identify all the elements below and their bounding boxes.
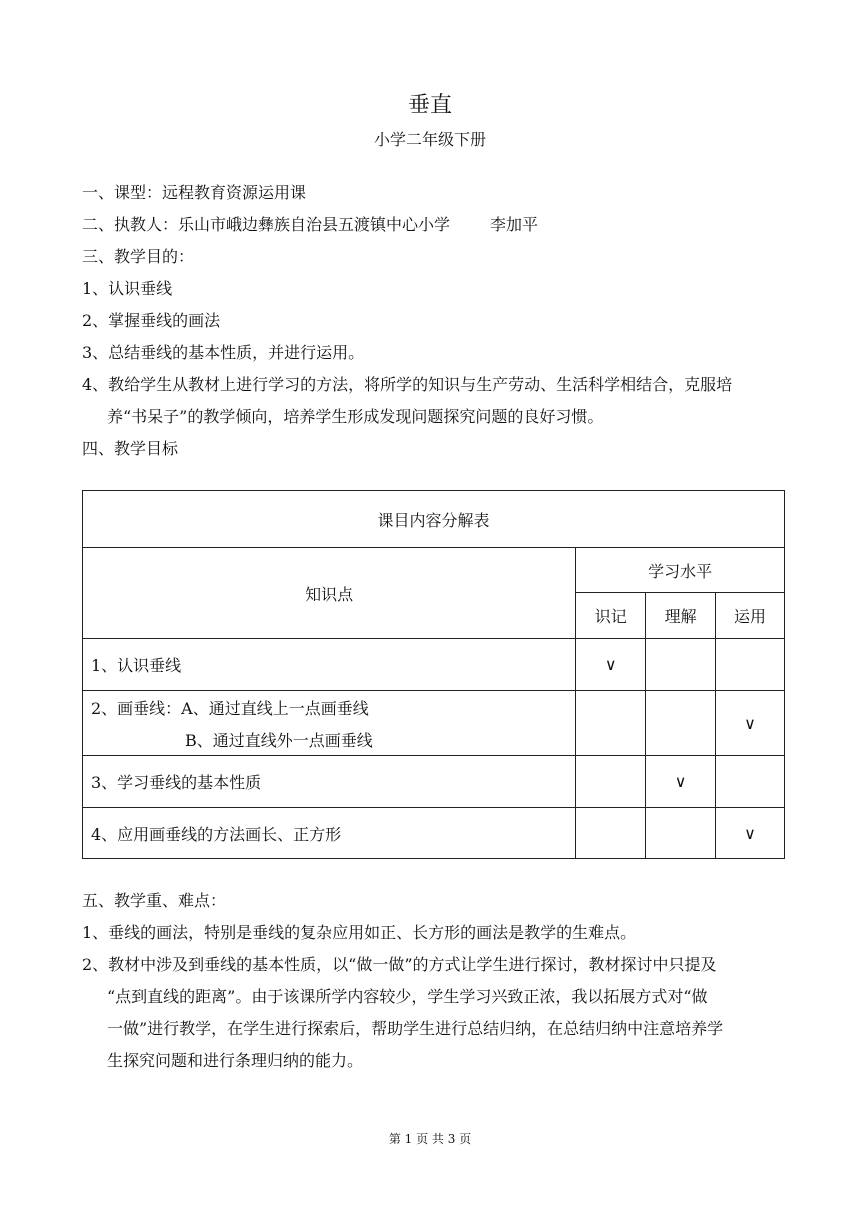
document-subtitle: 小学二年级下册 bbox=[373, 130, 486, 149]
check-mark bbox=[646, 691, 716, 756]
table-row bbox=[83, 691, 785, 756]
goal-item-1: 1、认识垂线 bbox=[82, 279, 173, 298]
section-difficulties-heading: 五、教学重、难点： bbox=[82, 891, 227, 910]
check-mark bbox=[716, 639, 785, 691]
row-knowledge-line2: B、通过直线外一点画垂线 bbox=[185, 730, 373, 750]
row-knowledge-text bbox=[83, 691, 576, 756]
goal-item-4-line2: 养“书呆子”的教学倾向，培养学生形成发现问题探究问题的良好习惯。 bbox=[107, 407, 604, 426]
difficulty-item-2-line4: 生探究问题和进行条理归纳的能力。 bbox=[107, 1051, 364, 1070]
check-mark: ∨ bbox=[716, 808, 785, 859]
section-purpose-heading: 三、教学目的： bbox=[82, 247, 195, 266]
difficulty-item-2-line3: 一做”进行教学，在学生进行探索后，帮助学生进行总结归纳，在总结归纳中注意培养学 bbox=[107, 1019, 724, 1038]
header-apply: 运用 bbox=[716, 593, 785, 639]
row-knowledge-text: 3、学习垂线的基本性质 bbox=[83, 756, 576, 808]
check-mark bbox=[576, 756, 646, 808]
table-caption: 课目内容分解表 bbox=[83, 491, 785, 548]
section-course-type: 一、课型：远程教育资源运用课 bbox=[82, 183, 307, 202]
difficulty-item-2-line2: “点到直线的距离”。由于该课所学内容较少，学生学习兴致正浓，我以拓展方式对“做 bbox=[107, 987, 708, 1006]
teacher-school: 二、执教人：乐山市峨边彝族自治县五渡镇中心小学 bbox=[82, 215, 451, 234]
table-row bbox=[83, 756, 785, 808]
check-mark bbox=[576, 691, 646, 756]
section-teacher bbox=[82, 214, 538, 236]
difficulty-item-2-line1: 2、教材中涉及到垂线的基本性质，以“做一做”的方式让学生进行探讨，教材探讨中只提及 bbox=[82, 955, 717, 974]
check-mark bbox=[576, 808, 646, 859]
row-knowledge-text: 1、认识垂线 bbox=[83, 639, 576, 691]
check-mark bbox=[646, 639, 716, 691]
row-knowledge-text: 4、应用画垂线的方法画长、正方形 bbox=[83, 808, 576, 859]
header-knowledge-point: 知识点 bbox=[83, 548, 576, 639]
header-memorize: 识记 bbox=[576, 593, 646, 639]
teacher-name: 李加平 bbox=[490, 215, 539, 234]
section-objectives-heading: 四、教学目标 bbox=[82, 439, 179, 458]
goal-item-2: 2、掌握垂线的画法 bbox=[82, 311, 221, 330]
difficulty-item-1: 1、垂线的画法，特别是垂线的复杂应用如正、长方形的画法是教学的生难点。 bbox=[82, 923, 637, 942]
check-mark bbox=[716, 756, 785, 808]
header-understand: 理解 bbox=[646, 593, 716, 639]
goal-item-4-line1: 4、教给学生从教材上进行学习的方法，将所学的知识与生产劳动、生活科学相结合，克服培 bbox=[82, 375, 733, 394]
row-knowledge-line1: 2、画垂线：A、通过直线上一点画垂线 bbox=[91, 698, 369, 718]
table-row bbox=[83, 808, 785, 859]
check-mark bbox=[646, 808, 716, 859]
check-mark: ∨ bbox=[576, 639, 646, 691]
content-breakdown-table bbox=[82, 490, 785, 859]
check-mark: ∨ bbox=[716, 691, 785, 756]
page-footer: 第 1 页 共 3 页 bbox=[388, 1132, 472, 1146]
table-row bbox=[83, 639, 785, 691]
check-mark: ∨ bbox=[646, 756, 716, 808]
goal-item-3: 3、总结垂线的基本性质，并进行运用。 bbox=[82, 343, 365, 362]
header-learning-level: 学习水平 bbox=[576, 548, 785, 593]
document-title: 垂直 bbox=[407, 93, 452, 118]
